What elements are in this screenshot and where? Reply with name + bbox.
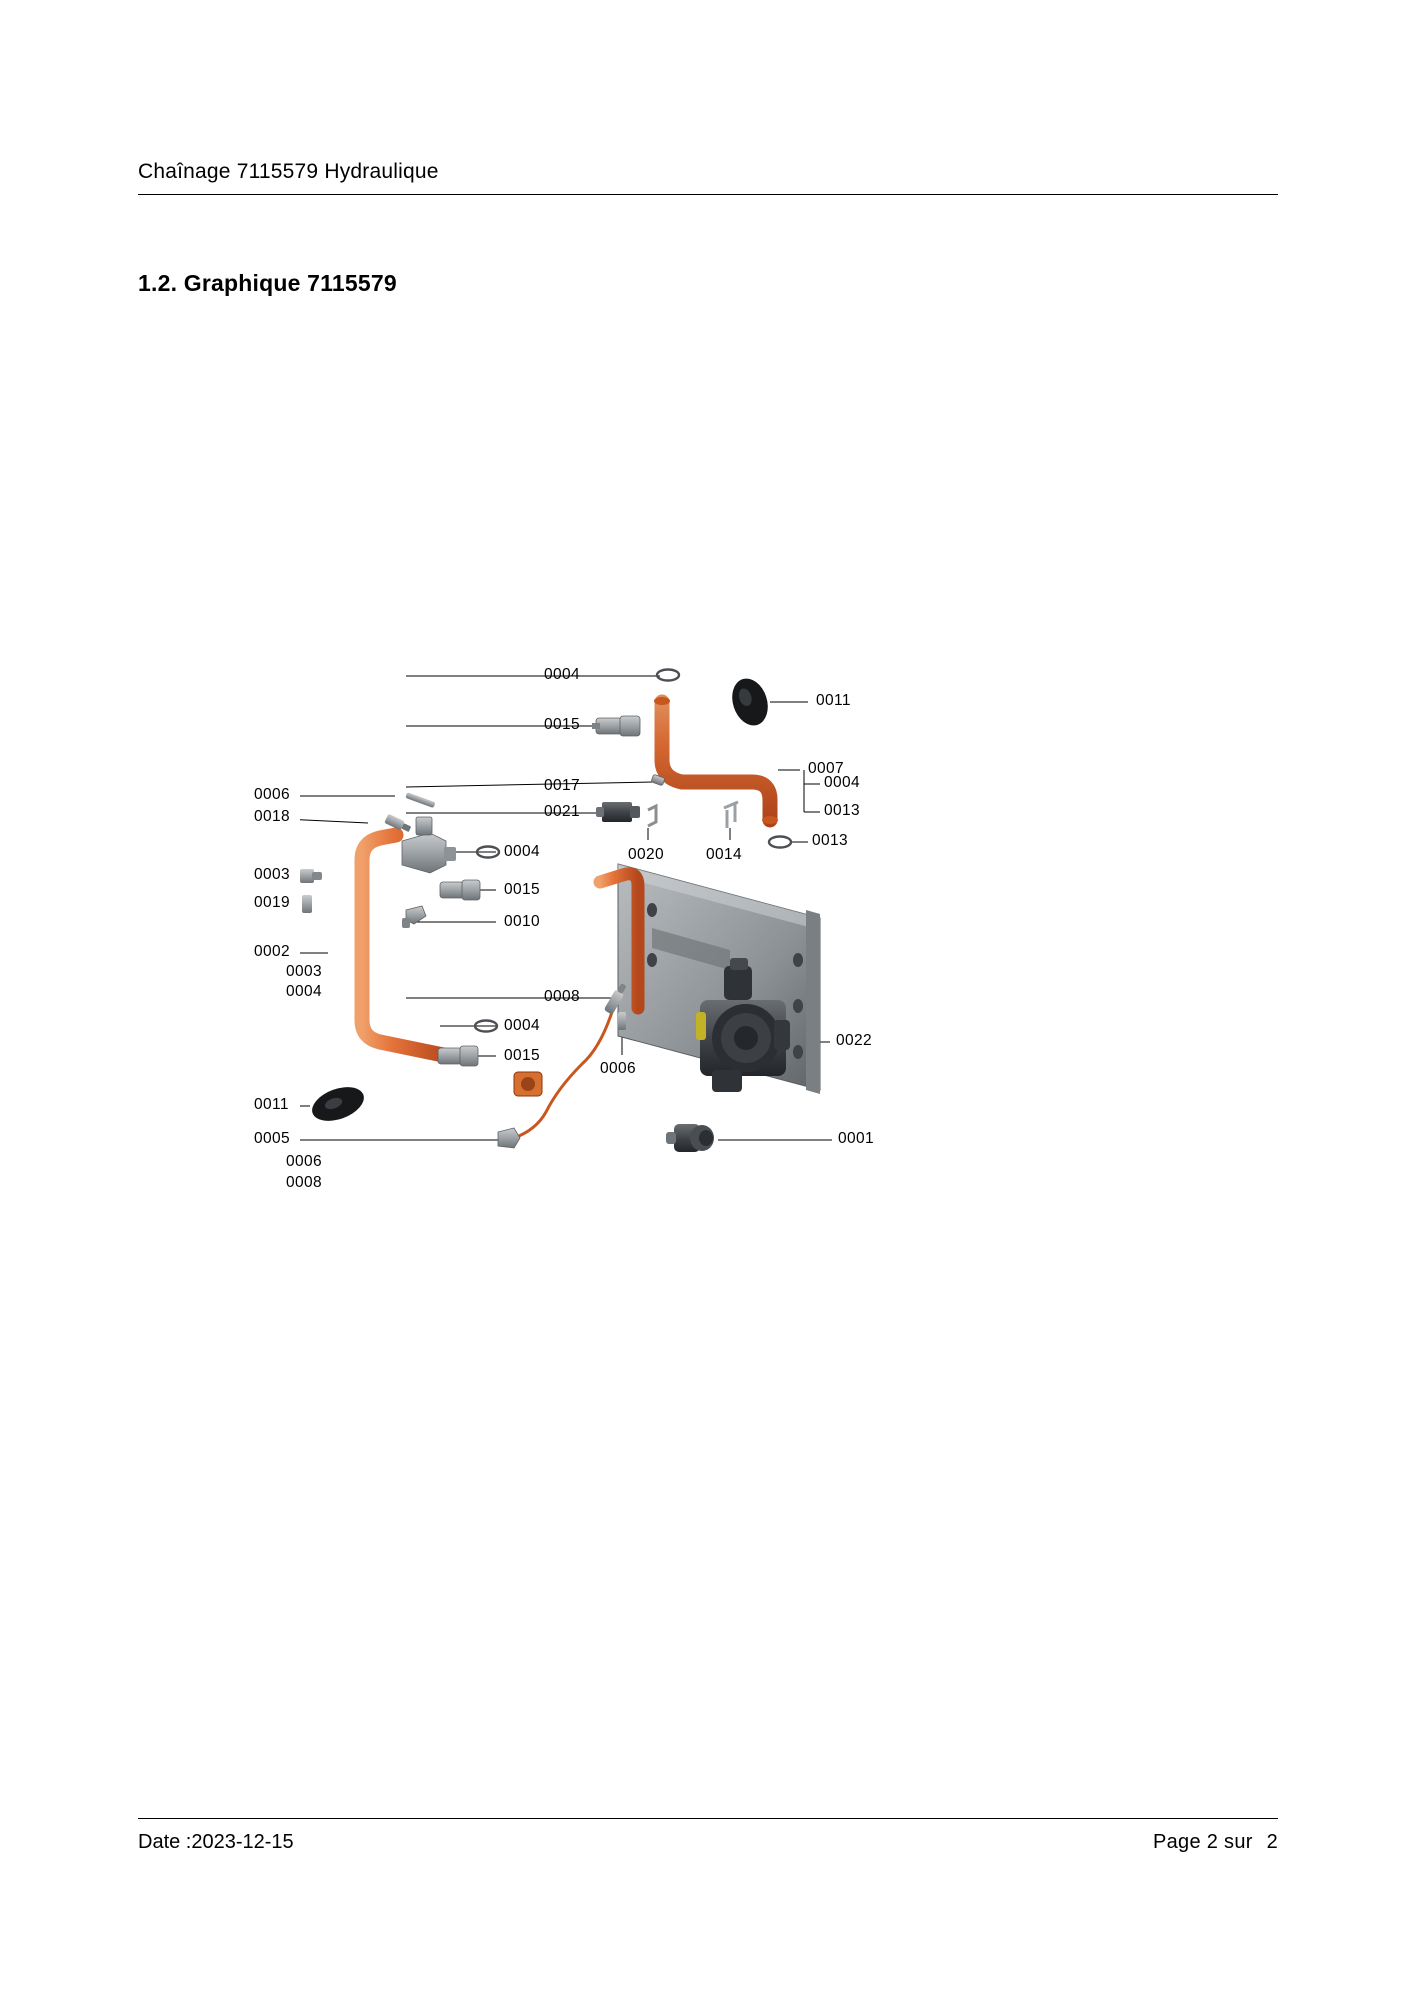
callout-0015-mid: 0015: [504, 881, 541, 898]
callout-0015-top: 0015: [544, 716, 581, 733]
callout-0004-sub: 0004: [286, 983, 323, 1000]
callout-0014: 0014: [706, 846, 743, 863]
callout-0004-mid: 0004: [504, 843, 541, 860]
callout-0011-low: 0011: [254, 1096, 289, 1113]
footer-date: Date :2023-12-15: [138, 1831, 294, 1853]
callout-0017: 0017: [544, 777, 581, 794]
callout-0006-low: 0006: [600, 1060, 637, 1077]
callout-0003-left: 0003: [254, 866, 291, 883]
callout-0020: 0020: [628, 846, 665, 863]
callout-0006-sub: 0006: [286, 1153, 323, 1170]
document-footer: [138, 1818, 1278, 1854]
callout-0008-sub: 0008: [286, 1174, 323, 1191]
callout-0002: 0002: [254, 943, 291, 960]
callout-0008: 0008: [544, 988, 581, 1005]
callout-0005: 0005: [254, 1130, 291, 1147]
callout-0018: 0018: [254, 808, 291, 825]
callout-0004-low: 0004: [504, 1017, 541, 1034]
section-heading: 1.2. Graphique 7115579: [138, 270, 397, 296]
footer-page-number: 2: [1266, 1831, 1278, 1853]
callout-0013-right: 0013: [812, 832, 849, 849]
callout-0007: 0007: [808, 760, 845, 777]
callout-0011-top: 0011: [816, 692, 851, 709]
figure-exploded-view: [254, 660, 1120, 1220]
callout-0013-right-top: 0013: [824, 802, 861, 819]
callout-0019: 0019: [254, 894, 291, 911]
callout-0010: 0010: [504, 913, 541, 930]
callout-0015-low: 0015: [504, 1047, 541, 1064]
callout-0001: 0001: [838, 1130, 875, 1147]
document-header: [138, 160, 1278, 195]
callout-0006-left: 0006: [254, 786, 291, 803]
callout-0003-sub: 0003: [286, 963, 323, 980]
footer-page-label: Page 2 sur: [1152, 1831, 1253, 1853]
header-title: Chaînage 7115579 Hydraulique: [138, 160, 439, 183]
exploded-assembly-drawing: [300, 660, 1120, 1220]
header-rule: [138, 194, 1278, 195]
footer-page: [1153, 1831, 1278, 1854]
callout-0004-top: 0004: [544, 666, 581, 683]
callout-0021: 0021: [544, 803, 581, 820]
callout-0022: 0022: [836, 1032, 873, 1049]
callout-0004-right: 0004: [824, 774, 861, 791]
